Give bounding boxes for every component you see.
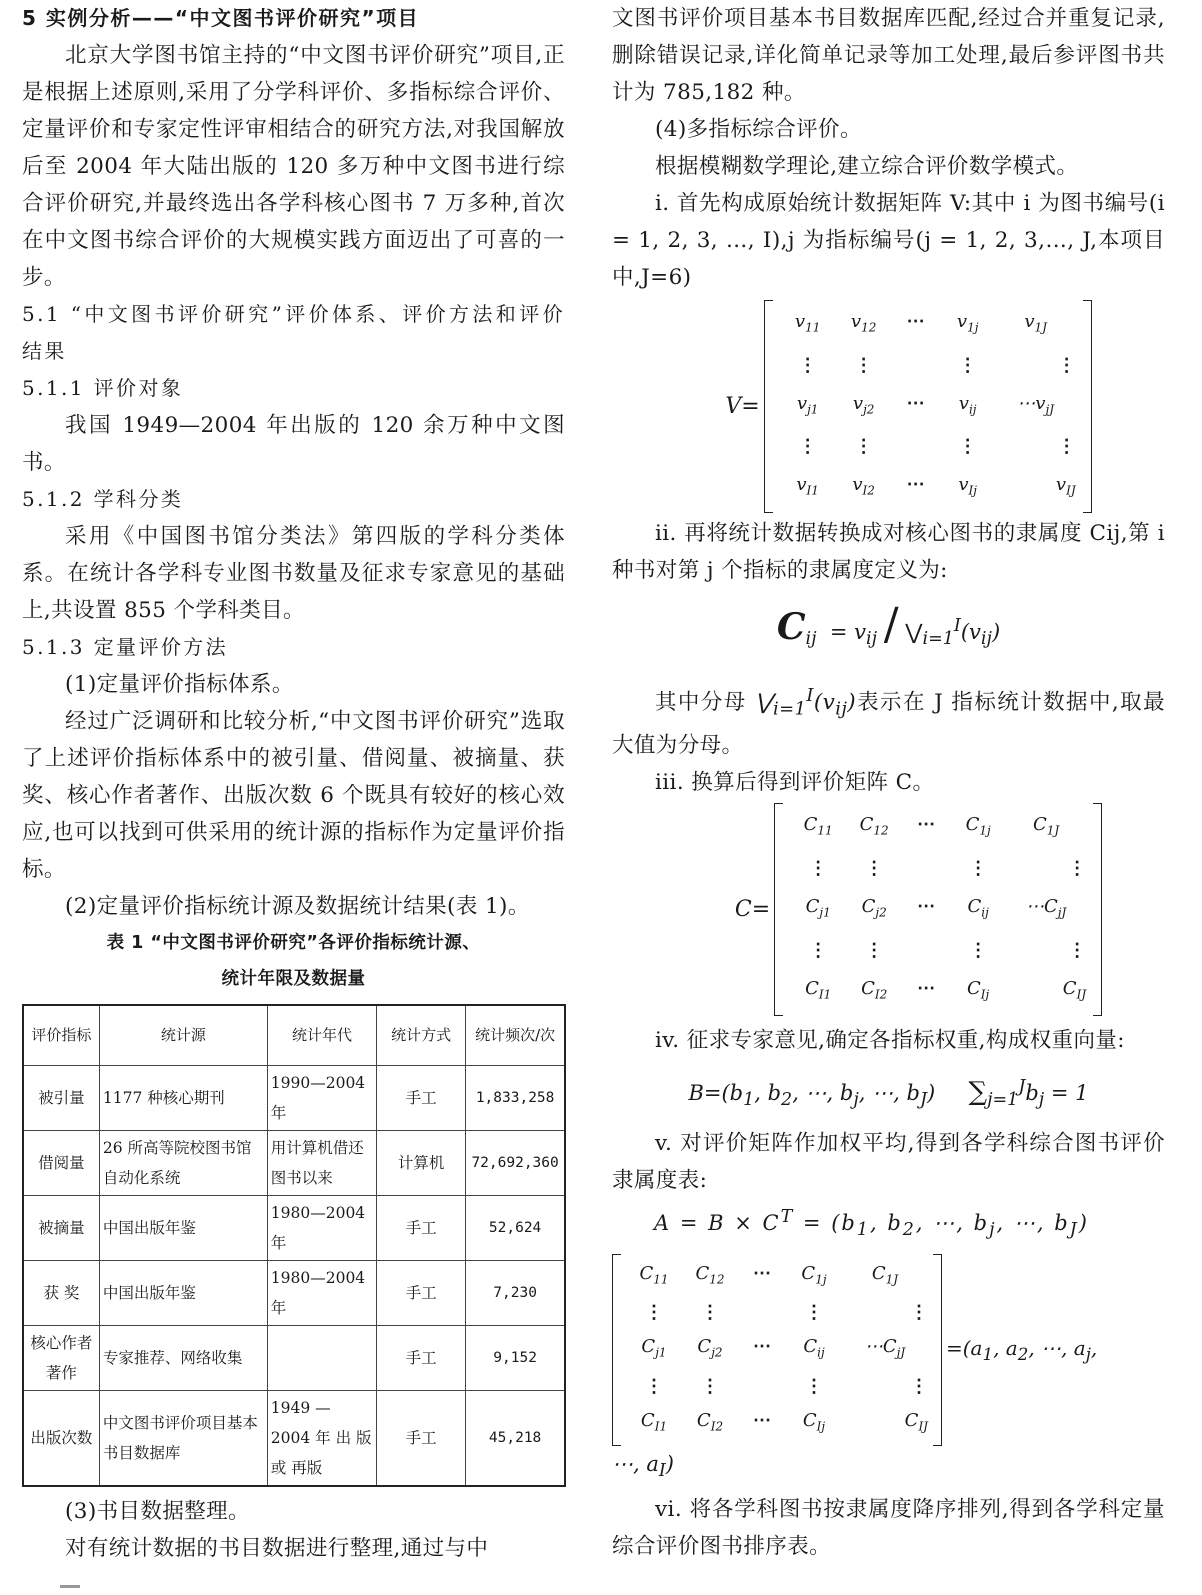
table-cell: 1980—2004 年 — [267, 1195, 376, 1260]
item-4-heading: (4)多指标综合评价。 — [655, 117, 862, 142]
step-4: iv. 征求专家意见,确定各指标权重,构成权重向量: — [655, 1028, 1125, 1054]
table-header-cell: 统计年代 — [267, 1005, 376, 1065]
product-formula: $A = B \times C^T = (b_1$, $b_2$, ⋯, $b_j$, ⋯, $b_J$) — [654, 1207, 1089, 1241]
matrix-ct — [612, 1254, 1165, 1447]
table-row — [23, 1325, 565, 1390]
heading-5-1-3: 5.1.3 定量评价方法 — [22, 635, 229, 659]
left-column — [22, 0, 565, 1567]
matrix-v-label: V= — [725, 393, 760, 419]
table-cell: 获 奖 — [23, 1260, 99, 1325]
intro-paragraph: 北京大学图书馆主持的“中文图书评价研究”项目,正是根据上述原则,采用了分学科评价、多指标综合评价、定量评价和专家定性评审相结合的研究方法,对我国解放后至 2004 年大陆出版的 120 多万种中文图书进行综合评价研究,并最终选出各学科核心图书 7 万多种,首次在中文图书综合评价的大规模实践方面迈出了可喜的一步。 — [22, 43, 565, 290]
table-cell: 7,230 — [466, 1260, 565, 1325]
table-cell: 被引量 — [23, 1065, 99, 1130]
table-cell: 用计算机借还图书以来 — [267, 1130, 376, 1195]
matrix-c-bracket — [774, 803, 1102, 1016]
table-cell: 核心作者著作 — [23, 1325, 99, 1390]
table-caption-line1: 表 1 “中文图书评价研究”各评价指标统计源、 — [106, 933, 481, 953]
item-1-paragraph: 经过广泛调研和比较分析,“中文图书评价研究”选取了上述评价指标体系中的被引量、借阅量、被摘量、获奖、核心作者著作、出版次数 6 个既具有较好的核心效应,也可以找到可供采用的统计源的指标作为定量评价指标。 — [22, 709, 565, 882]
heading-5-1: 5.1 “中文图书评价研究”评价体系、评价方法和评价结果 — [22, 302, 565, 363]
matrix-ct-bracket — [612, 1254, 942, 1447]
table-cell: 出版次数 — [23, 1390, 99, 1486]
item-3-paragraph: 对有统计数据的书目数据进行整理,通过与中 — [65, 1535, 489, 1561]
table-row — [23, 1065, 565, 1130]
table-row — [23, 1260, 565, 1325]
step-6: vi. 将各学科图书按隶属度降序排列,得到各学科定量综合评价图书排序表。 — [612, 1496, 1165, 1559]
table-cell: 中国出版年鉴 — [99, 1260, 267, 1325]
table-cell: 中文图书评价项目基本书目数据库 — [99, 1390, 267, 1486]
table-cell: 手工 — [377, 1390, 466, 1486]
step-2-note-prefix: 其中分母 — [655, 690, 747, 716]
table-header-cell: 统计频次/次 — [466, 1005, 565, 1065]
table-header-cell: 统计方式 — [377, 1005, 466, 1065]
max-operator: $⋁_{i=1}^I(v_{ij})$ — [754, 684, 857, 720]
step-3: iii. 换算后得到评价矩阵 C。 — [655, 770, 935, 796]
item-3-heading: (3)书目数据整理。 — [65, 1498, 250, 1524]
table-cell: 手工 — [377, 1260, 466, 1325]
table-cell: 手工 — [377, 1065, 466, 1130]
item-2-heading: (2)定量评价指标统计源及数据统计结果(表 1)。 — [65, 894, 530, 919]
table-cell: 72,692,360 — [466, 1130, 565, 1195]
item-4-paragraph: 根据模糊数学理论,建立综合评价数学模式。 — [655, 154, 1079, 179]
matrix-c — [672, 803, 1165, 1016]
table-cell: 45,218 — [466, 1390, 565, 1486]
table-cell: 被摘量 — [23, 1195, 99, 1260]
page-edge-mark — [60, 1585, 80, 1588]
table-cell: 借阅量 — [23, 1130, 99, 1195]
matrix-v-grid: $v_{11}$ $v_{12}$ ⋯ $v_{1j}$ $v_{1J}$ ⋮ ⋮ ⋮ ⋮ $v_{j1}$ $v_{j2}$ ⋯ $v_{ij}$ $\cdots v_{jJ}$ ⋮ ⋮ ⋮ ⋮ $v_{I1}$ $v_{I2}$ ⋯ $v_{Ij}$ $v_{IJ}$ — [794, 311, 1076, 498]
continued-paragraph: 文图书评价项目基本书目数据库匹配,经过合并重复记录,删除错误记录,详化简单记录等加工处理,最后参评图书共计为 785,182 种。 — [612, 6, 1165, 105]
table-row — [23, 1195, 565, 1260]
matrix-v — [652, 300, 1165, 513]
table-header-row — [23, 1005, 565, 1065]
heading-5-1-1: 5.1.1 评价对象 — [22, 376, 184, 400]
table-cell — [267, 1325, 376, 1390]
table-caption — [22, 925, 565, 997]
table-cell: 1949 — 2004 年 出 版 或 再版 — [267, 1390, 376, 1486]
table-row — [23, 1130, 565, 1195]
step-2-note — [612, 677, 1165, 764]
data-table — [22, 1004, 566, 1487]
table-cell: 26 所高等院校图书馆自动化系统 — [99, 1130, 267, 1195]
paragraph-5-1-2: 采用《中国图书馆分类法》第四版的学科分类体系。在统计各学科专业图书数量及征求专家意见的基础上,共设置 855 个学科类目。 — [22, 524, 565, 623]
matrix-c-label: C= — [734, 897, 771, 923]
table-header-cell: 评价指标 — [23, 1005, 99, 1065]
matrix-c-grid: $C_{11}$ $C_{12}$ ⋯ $C_{1j}$ $C_{1J}$ ⋮ ⋮ ⋮ ⋮ $C_{j1}$ $C_{j2}$ ⋯ $C_{ij}$ $\cdots C_{jJ}$ ⋮ ⋮ ⋮ ⋮ $C_{I1}$ $C_{I2}$ ⋯ $C_{Ij}$ $C_{IJ}$ — [803, 814, 1087, 1002]
step-2: ii. 再将统计数据转换成对核心图书的隶属度 Cij,第 i 种书对第 j 个指标的隶属度定义为: — [612, 520, 1165, 583]
step-2-note-text: 表示在 J 指标统计数据中,取最大值为分母。 — [612, 690, 1165, 759]
matrix-ct-grid: $C_{11}$ $C_{12}$ ⋯ $C_{1j}$ $C_{1J}$ ⋮ ⋮ ⋮ ⋮ $C_{j1}$ $C_{j2}$ ⋯ $C_{ij}$ $\cdots C_{jJ}$ ⋮ ⋮ ⋮ ⋮ $C_{I1}$ $C_{I2}$ ⋯ $C_{Ij}$ $C_{IJ}$ — [639, 1262, 928, 1434]
paragraph-5-1-1: 我国 1949—2004 年出版的 120 余万种中文图书。 — [22, 413, 565, 475]
table-row — [23, 1390, 565, 1486]
membership-formula: $C_{ij} = v_{ij}$ / $⋁_{i=1}^I(v_{ij})$ — [776, 598, 1001, 650]
table-cell: 1177 种核心期刊 — [99, 1065, 267, 1130]
heading-5-1-2: 5.1.2 学科分类 — [22, 487, 184, 511]
section-title: 5 实例分析——“中文图书评价研究”项目 — [22, 6, 420, 30]
weight-vector-formula: $B=(b_1$, $b_2$, ⋯, $b_j$, ⋯, $b_J$) $\sum_{j=1}^Jb_j = 1$ — [688, 1077, 1089, 1111]
item-1-heading: (1)定量评价指标体系。 — [65, 672, 294, 697]
matrix-v-bracket — [764, 300, 1092, 513]
table-cell: 1990—2004 年 — [267, 1065, 376, 1130]
table-cell: 9,152 — [466, 1325, 565, 1390]
result-vector: $=(a_1$, $a_2$, ⋯, $a_j$, — [946, 1335, 1098, 1364]
table-caption-line2: 统计年限及数据量 — [221, 969, 366, 989]
table-cell: 手工 — [377, 1325, 466, 1390]
table-header-cell: 统计源 — [99, 1005, 267, 1065]
table-cell: 52,624 — [466, 1195, 565, 1260]
step-1: i. 首先构成原始统计数据矩阵 V:其中 i 为图书编号(i = 1, 2, 3, …, I),j 为指标编号(j = 1, 2, 3,…, J,本项目中,J=6) — [612, 191, 1165, 290]
right-column — [612, 0, 1165, 1565]
table-cell: 计算机 — [377, 1130, 466, 1195]
table-cell: 手工 — [377, 1195, 466, 1260]
table-cell: 中国出版年鉴 — [99, 1195, 267, 1260]
table-cell: 1,833,258 — [466, 1065, 565, 1130]
table-cell: 1980—2004 年 — [267, 1260, 376, 1325]
result-vector-end: ⋯, $a_I$) — [612, 1452, 674, 1482]
step-5: v. 对评价矩阵作加权平均,得到各学科综合图书评价隶属度表: — [612, 1131, 1165, 1194]
table-cell: 专家推荐、网络收集 — [99, 1325, 267, 1390]
